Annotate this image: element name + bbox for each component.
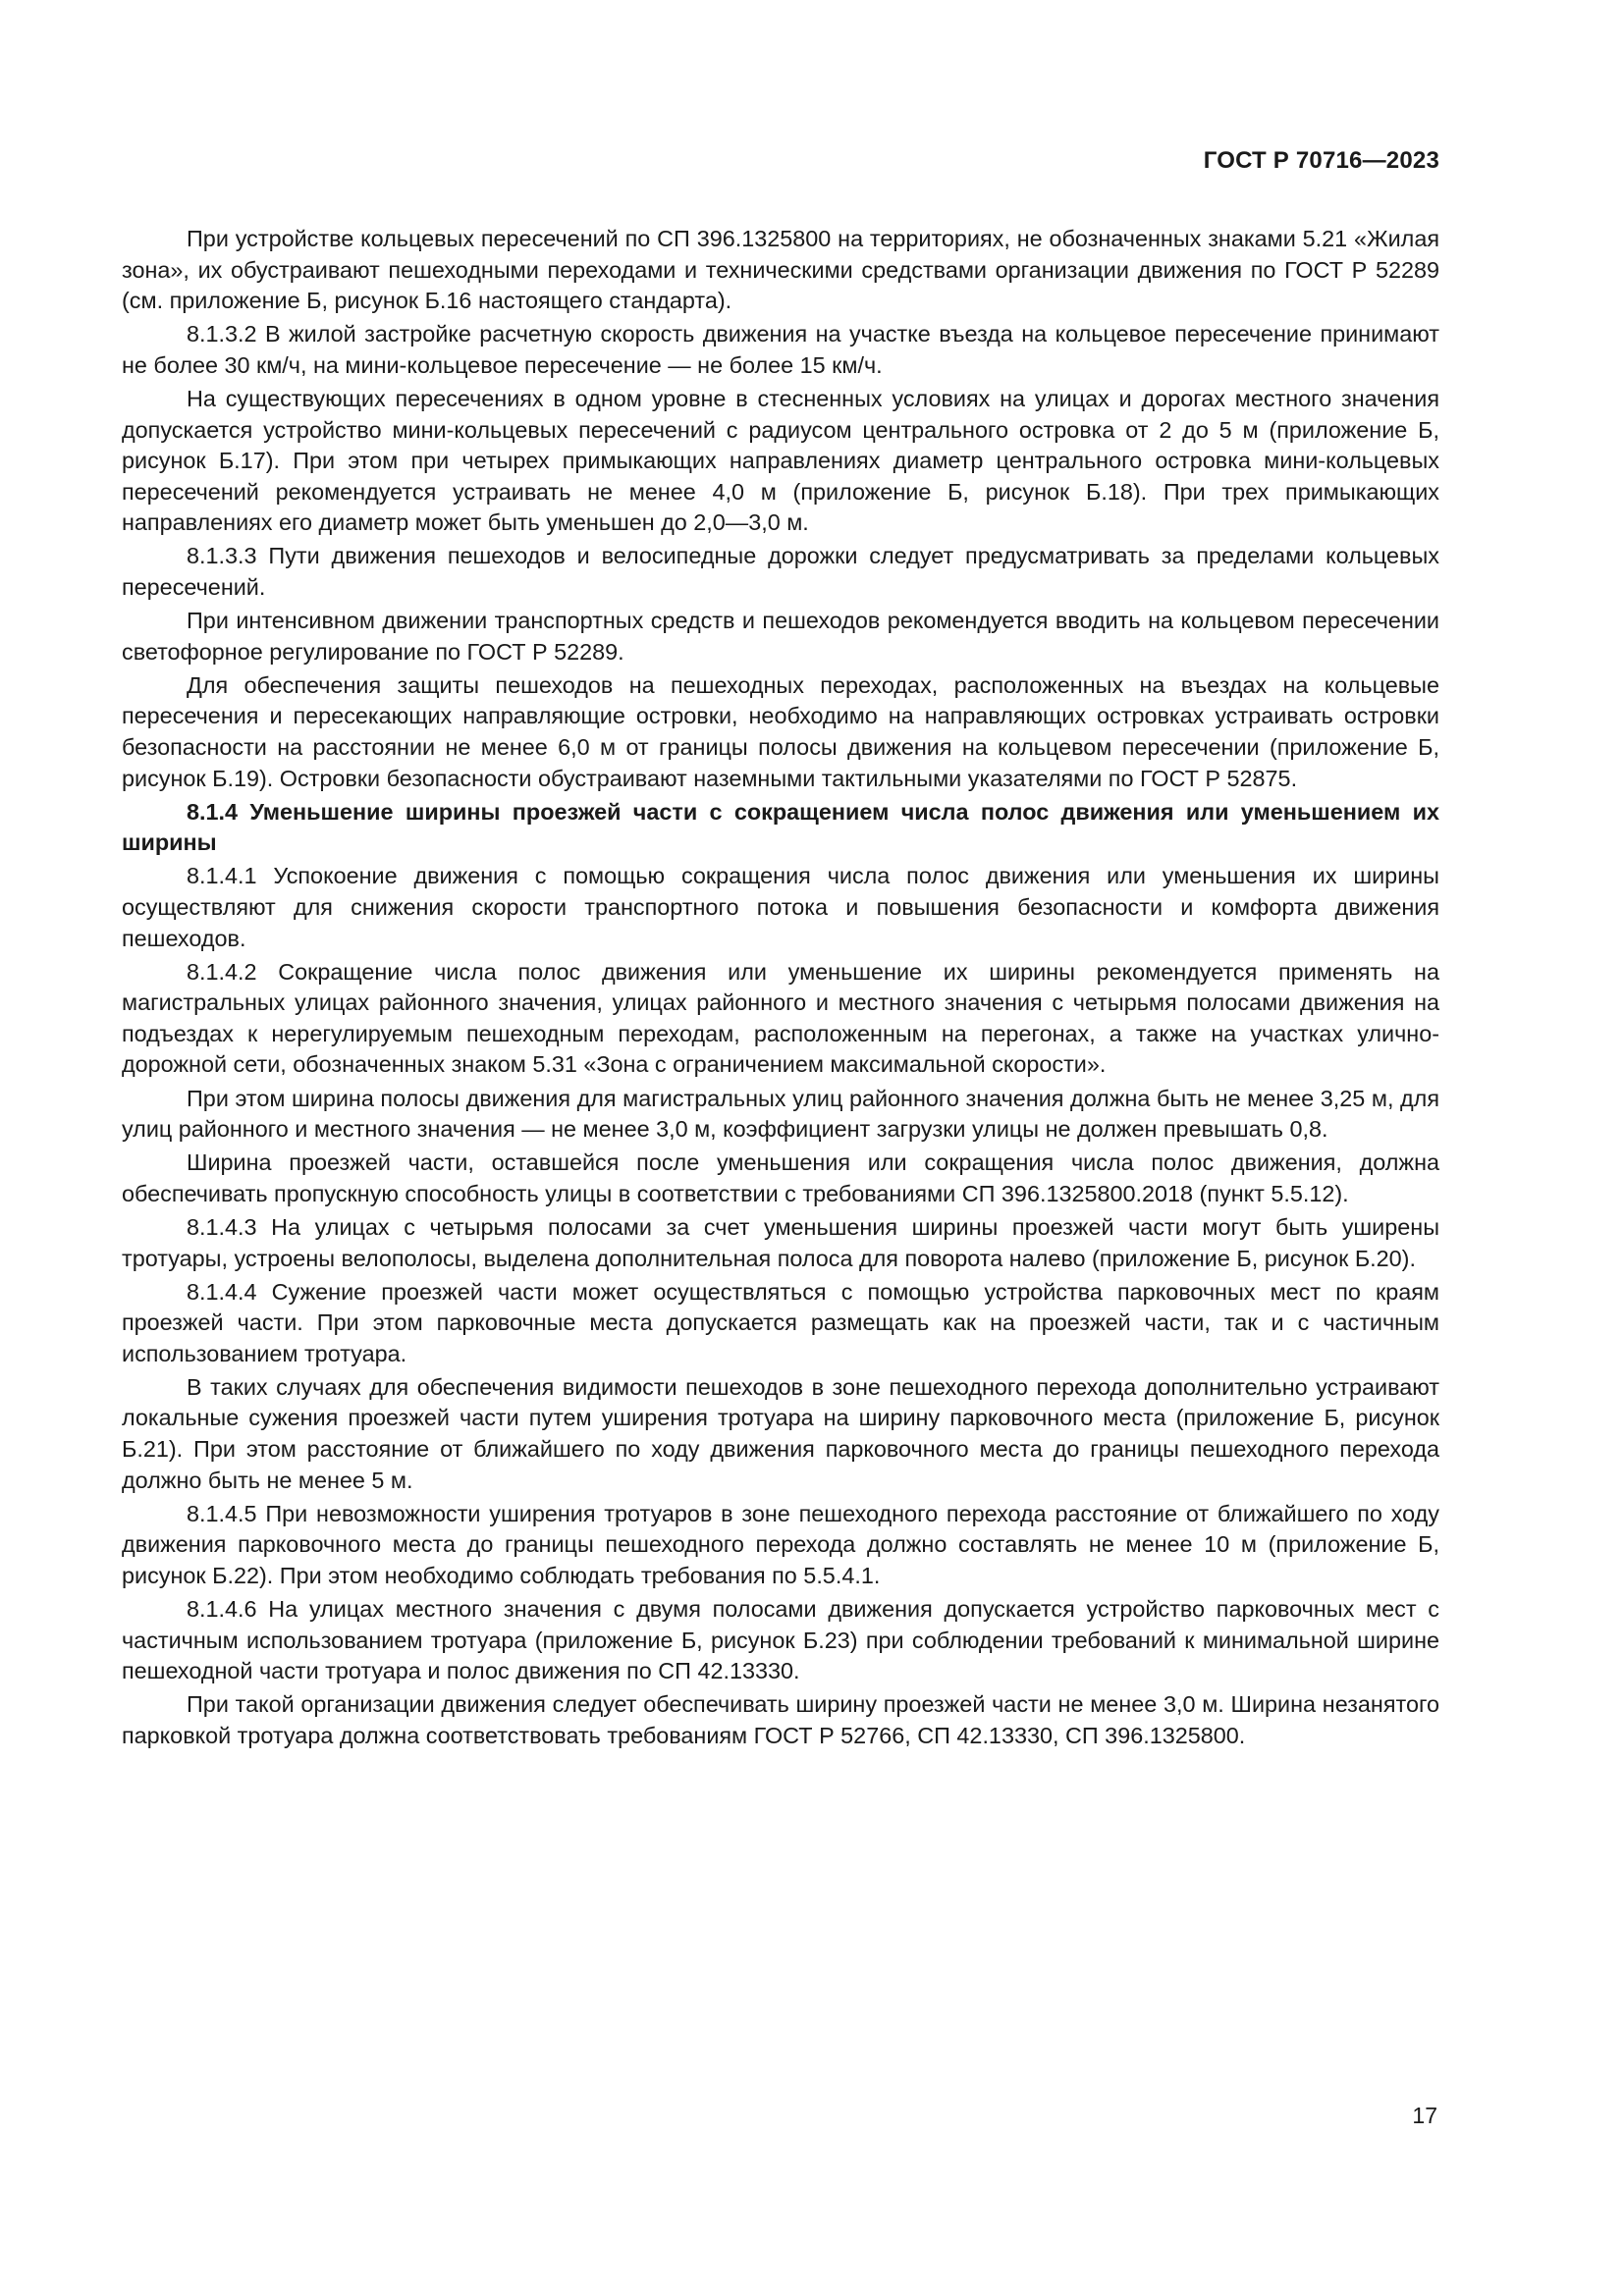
- paragraph: При такой организации движения следует обеспечивать ширину проезжей части не менее 3,0 м. Ширина незанятого парковкой тротуара должна соответствовать требованиям ГОСТ Р 52766, СП 42.13330, СП 396.1325800.: [122, 1691, 1439, 1748]
- paragraph: Для обеспечения защиты пешеходов на пешеходных переходах, расположенных на въездах на кольцевые пересечения и пересекающих направляющие островки, необходимо на направляющих островках устраивать островки безопасности на расстоянии не менее 6,0 м от границы полосы движения на кольцевом пересечении (приложение Б, рисунок Б.19). Островки безопасности обустраивают наземными тактильными указателями по ГОСТ Р 52875.: [122, 671, 1439, 791]
- paragraph: 8.1.3.2 В жилой застройке расчетную скорость движения на участке въезда на кольцевое пересечение принимают не более 30 км/ч, на мини-кольцевое пересечение — не более 15 км/ч.: [122, 321, 1439, 378]
- section-heading: 8.1.4 Уменьшение ширины проезжей части с сокращением числа полос движения или уменьшением их ширины: [122, 798, 1439, 856]
- paragraph: 8.1.4.1 Успокоение движения с помощью сокращения числа полос движения или уменьшения их ширины осуществляют для снижения скорости транспортного потока и повышения безопасности и комфорта движения пешеходов.: [122, 863, 1439, 951]
- paragraph: 8.1.4.3 На улицах с четырьмя полосами за счет уменьшения ширины проезжей части могут быть уширены тротуары, устроены велополосы, выделена дополнительная полоса для поворота налево (приложение Б, рисунок Б.20).: [122, 1213, 1439, 1271]
- paragraph: Ширина проезжей части, оставшейся после уменьшения или сокращения числа полос движения, должна обеспечивать пропускную способность улицы в соответствии с требованиями СП 396.1325800.2018 (пункт 5.5.12).: [122, 1149, 1439, 1206]
- paragraph: На существующих пересечениях в одном уровне в стесненных условиях на улицах и дорогах местного значения допускается устройство мини-кольцевых пересечений с радиусом центрального островка от 2 до 5 м (приложение Б, рисунок Б.17). При этом при четырех примыкающих направлениях диаметр центрального островка мини-кольцевых пересечений рекомендуется устраивать не менее 4,0 м (приложение Б, рисунок Б.18). При трех примыкающих направлениях его диаметр может быть уменьшен до 2,0—3,0 м.: [122, 385, 1439, 536]
- paragraph: 8.1.4.5 При невозможности уширения тротуаров в зоне пешеходного перехода расстояние от ближайшего по ходу движения парковочного места до границы пешеходного перехода должно составлять не менее 10 м (приложение Б, рисунок Б.22). При этом необходимо соблюдать требования по 5.5.4.1.: [122, 1500, 1439, 1588]
- paragraph: 8.1.3.3 Пути движения пешеходов и велосипедные дорожки следует предусматривать за пределами кольцевых пересечений.: [122, 543, 1439, 601]
- paragraph: При интенсивном движении транспортных средств и пешеходов рекомендуется вводить на кольцевом пересечении светофорное регулирование по ГОСТ Р 52289.: [122, 608, 1439, 665]
- document-body: [122, 224, 1439, 1754]
- standard-id-header: ГОСТ Р 70716—2023: [1203, 147, 1439, 174]
- paragraph: 8.1.4.6 На улицах местного значения с двумя полосами движения допускается устройство парковочных мест с частичным использованием тротуара (приложение Б, рисунок Б.23) при соблюдении требований к минимальной ширине пешеходной части тротуара и полос движения по СП 42.13330.: [122, 1596, 1439, 1684]
- paragraph: 8.1.4.2 Сокращение числа полос движения или уменьшение их ширины рекомендуется применять на магистральных улицах районного значения, улицах районного и местного значения с четырьмя полосами движения на подъездах к нерегулируемым пешеходным переходам, расположенным на перегонах, а также на участках улично-дорожной сети, обозначенных знаком 5.31 «Зона с ограничением максимальной скорости».: [122, 958, 1439, 1078]
- page-number: 17: [1412, 2103, 1437, 2128]
- paragraph: В таких случаях для обеспечения видимости пешеходов в зоне пешеходного перехода дополнительно устраивают локальные сужения проезжей части путем уширения тротуара на ширину парковочного места (приложение Б, рисунок Б.21). При этом расстояние от ближайшего по ходу движения парковочного места до границы пешеходного перехода должно быть не менее 5 м.: [122, 1373, 1439, 1493]
- paragraph: При устройстве кольцевых пересечений по СП 396.1325800 на территориях, не обозначенных знаками 5.21 «Жилая зона», их обустраивают пешеходными переходами и техническими средствами организации движения по ГОСТ Р 52289 (см. приложение Б, рисунок Б.16 настоящего стандарта).: [122, 226, 1439, 314]
- paragraph: 8.1.4.4 Сужение проезжей части может осуществляться с помощью устройства парковочных мест по краям проезжей части. При этом парковочные места допускается размещать как на проезжей части, так и с частичным использованием тротуара.: [122, 1278, 1439, 1366]
- paragraph: При этом ширина полосы движения для магистральных улиц районного значения должна быть не менее 3,25 м, для улиц районного и местного значения — не менее 3,0 м, коэффициент загрузки улицы не должен превышать 0,8.: [122, 1085, 1439, 1143]
